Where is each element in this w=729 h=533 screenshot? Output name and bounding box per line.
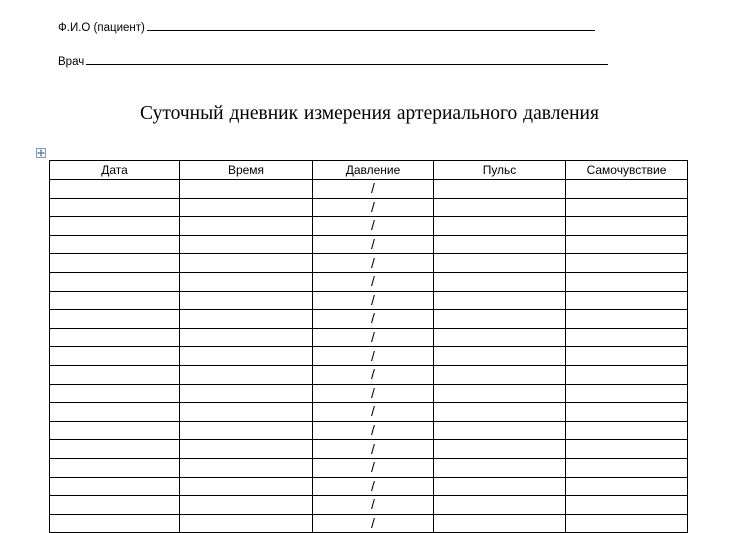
- cell-pressure[interactable]: /: [313, 384, 434, 403]
- cell-wellbeing[interactable]: [566, 198, 688, 217]
- cell-pressure[interactable]: /: [313, 347, 434, 366]
- cell-pulse[interactable]: [434, 235, 566, 254]
- cell-time[interactable]: [180, 365, 313, 384]
- cell-date[interactable]: [50, 458, 180, 477]
- cell-pulse[interactable]: [434, 347, 566, 366]
- cell-date[interactable]: [50, 421, 180, 440]
- cell-pressure[interactable]: /: [313, 328, 434, 347]
- cell-pressure[interactable]: /: [313, 291, 434, 310]
- table-row: [50, 440, 688, 459]
- cell-pressure[interactable]: /: [313, 496, 434, 515]
- table-row: [50, 384, 688, 403]
- cell-pulse[interactable]: [434, 365, 566, 384]
- cell-pressure[interactable]: /: [313, 458, 434, 477]
- table-row: [50, 254, 688, 273]
- patient-name-underline[interactable]: [147, 18, 595, 31]
- cell-pulse[interactable]: [434, 291, 566, 310]
- cell-pulse[interactable]: [434, 384, 566, 403]
- table-row: [50, 272, 688, 291]
- cell-pressure[interactable]: /: [313, 310, 434, 329]
- table-header-row: [50, 161, 688, 180]
- cell-date[interactable]: [50, 235, 180, 254]
- table-row: [50, 496, 688, 515]
- table-row: [50, 347, 688, 366]
- cell-time[interactable]: [180, 458, 313, 477]
- cell-wellbeing[interactable]: [566, 477, 688, 496]
- cell-date[interactable]: [50, 310, 180, 329]
- table-row: [50, 291, 688, 310]
- doctor-field[interactable]: [58, 52, 608, 68]
- cell-pressure[interactable]: /: [313, 217, 434, 236]
- cell-pulse[interactable]: [434, 421, 566, 440]
- cell-date[interactable]: [50, 384, 180, 403]
- cell-time[interactable]: [180, 514, 313, 533]
- table-row: [50, 403, 688, 422]
- cell-time[interactable]: [180, 254, 313, 273]
- cell-pulse[interactable]: [434, 514, 566, 533]
- cell-date[interactable]: [50, 254, 180, 273]
- cell-wellbeing[interactable]: [566, 458, 688, 477]
- cell-time[interactable]: [180, 291, 313, 310]
- patient-name-field[interactable]: [58, 18, 595, 34]
- cell-date[interactable]: [50, 291, 180, 310]
- cell-pressure[interactable]: /: [313, 365, 434, 384]
- cell-time[interactable]: [180, 328, 313, 347]
- cell-wellbeing[interactable]: [566, 180, 688, 199]
- cell-wellbeing[interactable]: [566, 310, 688, 329]
- cell-wellbeing[interactable]: [566, 291, 688, 310]
- cell-pulse[interactable]: [434, 254, 566, 273]
- table-row: [50, 421, 688, 440]
- cell-wellbeing[interactable]: [566, 365, 688, 384]
- cell-pulse[interactable]: [434, 272, 566, 291]
- move-arrows-icon: [37, 149, 45, 157]
- cell-time[interactable]: [180, 403, 313, 422]
- table-row: [50, 180, 688, 199]
- cell-date[interactable]: [50, 477, 180, 496]
- cell-wellbeing[interactable]: [566, 347, 688, 366]
- cell-wellbeing[interactable]: [566, 496, 688, 515]
- cell-date[interactable]: [50, 272, 180, 291]
- cell-pulse[interactable]: [434, 403, 566, 422]
- cell-time[interactable]: [180, 180, 313, 199]
- table-row: [50, 365, 688, 384]
- cell-date[interactable]: [50, 217, 180, 236]
- cell-time[interactable]: [180, 198, 313, 217]
- cell-wellbeing[interactable]: [566, 421, 688, 440]
- cell-wellbeing[interactable]: [566, 440, 688, 459]
- patient-name-label: Ф.И.О (пациент): [58, 22, 145, 34]
- cell-date[interactable]: [50, 328, 180, 347]
- cell-wellbeing[interactable]: [566, 235, 688, 254]
- cell-pressure[interactable]: /: [313, 403, 434, 422]
- cell-pulse[interactable]: [434, 198, 566, 217]
- table-row: [50, 458, 688, 477]
- cell-time[interactable]: [180, 217, 313, 236]
- cell-wellbeing[interactable]: [566, 328, 688, 347]
- cell-time[interactable]: [180, 496, 313, 515]
- table-row: [50, 477, 688, 496]
- cell-pressure[interactable]: /: [313, 180, 434, 199]
- table-row: [50, 217, 688, 236]
- table-row: [50, 310, 688, 329]
- cell-date[interactable]: [50, 347, 180, 366]
- cell-pulse[interactable]: [434, 458, 566, 477]
- column-header-pressure: Давление: [313, 161, 434, 180]
- column-header-time: Время: [180, 161, 313, 180]
- cell-wellbeing[interactable]: [566, 254, 688, 273]
- cell-time[interactable]: [180, 477, 313, 496]
- cell-pulse[interactable]: [434, 496, 566, 515]
- cell-wellbeing[interactable]: [566, 384, 688, 403]
- cell-pulse[interactable]: [434, 217, 566, 236]
- cell-wellbeing[interactable]: [566, 403, 688, 422]
- column-header-wellbeing: Самочувствие: [566, 161, 688, 180]
- cell-wellbeing[interactable]: [566, 272, 688, 291]
- cell-pulse[interactable]: [434, 310, 566, 329]
- column-header-pulse: Пульс: [434, 161, 566, 180]
- cell-pressure[interactable]: /: [313, 421, 434, 440]
- cell-pressure[interactable]: /: [313, 198, 434, 217]
- cell-time[interactable]: [180, 310, 313, 329]
- cell-pulse[interactable]: [434, 180, 566, 199]
- cell-pressure[interactable]: /: [313, 477, 434, 496]
- table-row: [50, 235, 688, 254]
- cell-time[interactable]: [180, 384, 313, 403]
- pressure-diary-table: [49, 160, 688, 533]
- table-row: [50, 328, 688, 347]
- cell-wellbeing[interactable]: [566, 514, 688, 533]
- cell-pressure[interactable]: /: [313, 440, 434, 459]
- cell-date[interactable]: [50, 514, 180, 533]
- cell-pressure[interactable]: /: [313, 235, 434, 254]
- cell-time[interactable]: [180, 440, 313, 459]
- table-row: [50, 514, 688, 533]
- cell-time[interactable]: [180, 272, 313, 291]
- document-title: Суточный дневник измерения артериального давления: [140, 103, 599, 124]
- table-row: [50, 198, 688, 217]
- cell-time[interactable]: [180, 235, 313, 254]
- cell-date[interactable]: [50, 198, 180, 217]
- cell-time[interactable]: [180, 421, 313, 440]
- cell-pressure[interactable]: /: [313, 272, 434, 291]
- cell-date[interactable]: [50, 365, 180, 384]
- cell-pulse[interactable]: [434, 328, 566, 347]
- cell-time[interactable]: [180, 347, 313, 366]
- cell-wellbeing[interactable]: [566, 217, 688, 236]
- cell-date[interactable]: [50, 403, 180, 422]
- cell-pulse[interactable]: [434, 440, 566, 459]
- doctor-label: Врач: [58, 56, 85, 68]
- table-body: [50, 180, 688, 533]
- cell-pressure[interactable]: /: [313, 514, 434, 533]
- move-handle-icon[interactable]: [36, 148, 46, 158]
- cell-date[interactable]: [50, 440, 180, 459]
- cell-pressure[interactable]: /: [313, 254, 434, 273]
- cell-date[interactable]: [50, 496, 180, 515]
- cell-date[interactable]: [50, 180, 180, 199]
- doctor-underline[interactable]: [86, 52, 608, 65]
- cell-pulse[interactable]: [434, 477, 566, 496]
- column-header-date: Дата: [50, 161, 180, 180]
